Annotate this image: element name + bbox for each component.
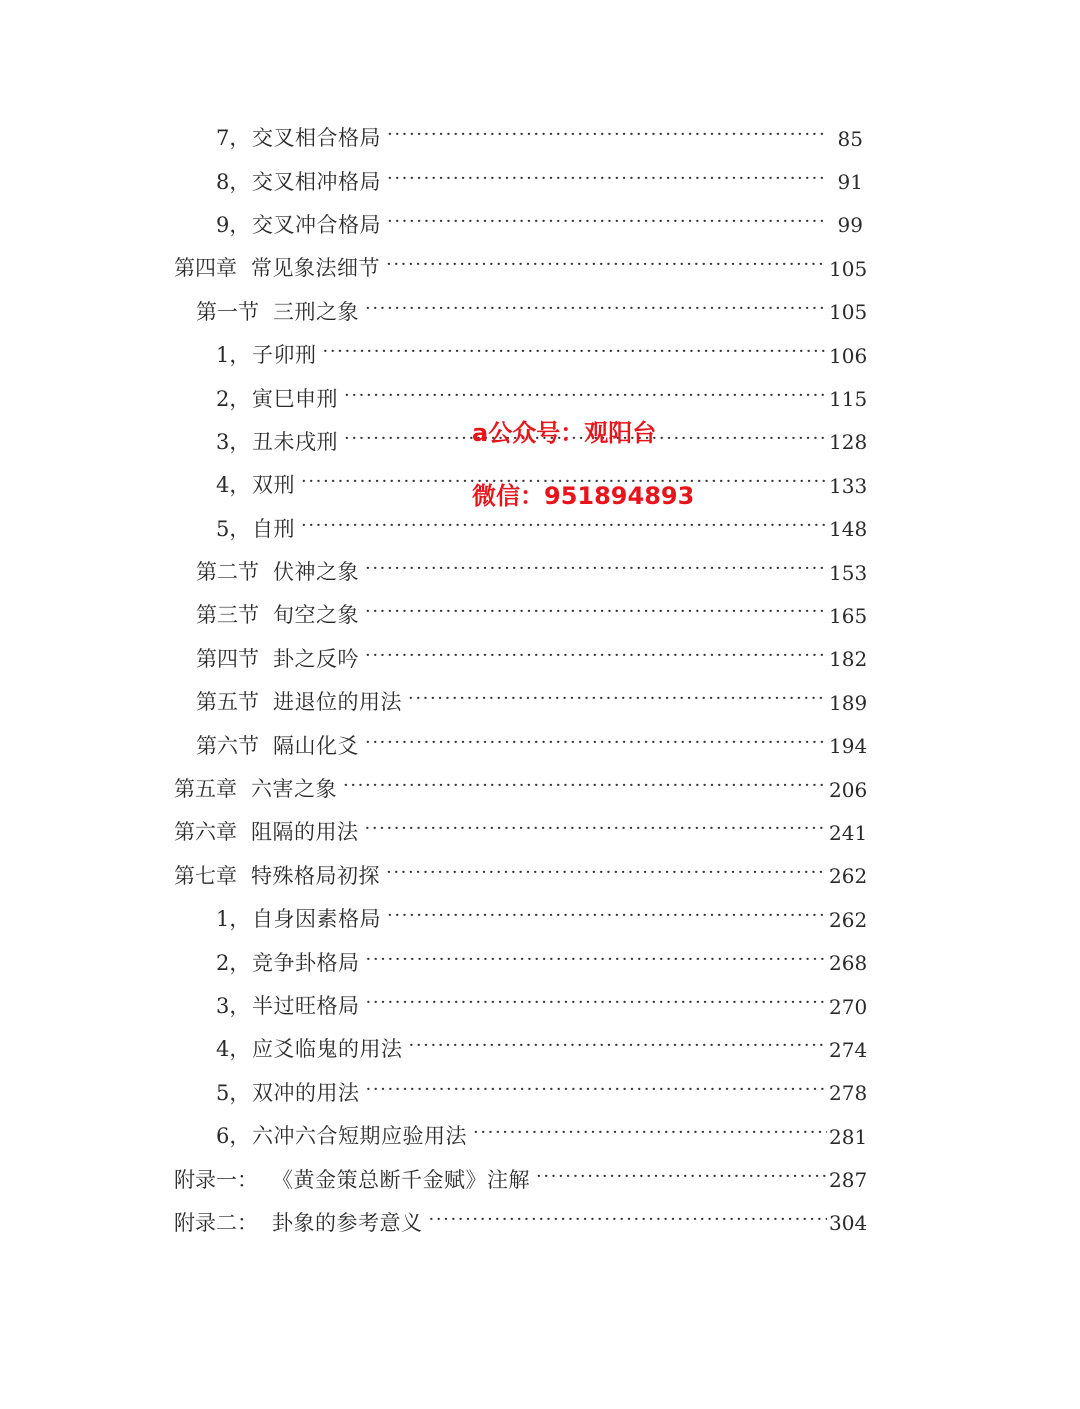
toc-entry [0,985,1080,1028]
toc-entry-number: 2， [216,386,251,411]
toc-entry-page: 268 [829,951,868,976]
toc-entry-title: 特殊格局初探 [251,863,380,888]
toc-entry [0,334,1080,377]
toc-leader-dots [473,1126,827,1147]
toc-entry-number: 第七章 [174,863,237,888]
toc-leader-dots [366,1083,828,1104]
toc-entry-number: 7， [216,126,251,151]
toc-entry [0,941,1080,984]
table-of-contents [0,117,1080,1245]
toc-entry [0,247,1080,290]
toc-entry [0,724,1080,767]
toc-entry [0,638,1080,681]
toc-entry-number: 8， [216,169,251,194]
toc-entry-number: 1， [216,907,251,932]
toc-entry-page: 165 [829,603,868,628]
toc-entry-page: 85 [837,126,863,151]
toc-entry-number: 第四节 [196,646,259,671]
toc-leader-dots [343,779,827,800]
toc-entry-title: 六害之象 [251,777,337,802]
toc-entry-title: 交叉相合格局 [252,126,381,151]
toc-entry-title: 双冲的用法 [252,1080,360,1105]
toc-entry-title: 自刑 [252,516,295,541]
toc-entry-number: 9， [216,212,251,237]
toc-entry-page: 274 [829,1037,868,1062]
toc-entry-page: 189 [829,690,868,715]
toc-entry-title: 旬空之象 [273,603,359,628]
toc-leader-dots [387,172,827,193]
toc-entry-title: 双刑 [252,473,295,498]
toc-leader-dots [366,953,828,974]
toc-entry [0,117,1080,160]
watermark-public-account: a公众号：观阳台 [472,419,657,447]
toc-entry-title: 交叉相冲格局 [252,169,381,194]
toc-entry [0,768,1080,811]
toc-leader-dots [365,302,827,323]
toc-entry-title: 阻隔的用法 [251,820,359,845]
toc-leader-dots [429,1213,828,1234]
toc-entry-title: 三刑之象 [273,299,359,324]
toc-entry-title: 半过旺格局 [252,994,360,1018]
toc-entry-page: 105 [829,256,868,281]
toc-leader-dots [323,345,828,366]
toc-leader-dots [386,258,827,279]
toc-leader-dots [387,128,827,149]
toc-leader-dots [386,866,827,887]
toc-entry [0,1158,1080,1201]
toc-entry-number: 第一节 [196,299,259,324]
toc-leader-dots [366,996,828,1017]
toc-entry [0,1072,1080,1115]
toc-entry-number: 第六章 [174,820,237,845]
toc-leader-dots [365,649,827,670]
toc-entry-number: 3， [216,994,251,1018]
toc-entry-page: 278 [829,1081,868,1106]
toc-leader-dots [365,736,827,757]
toc-leader-dots [387,215,827,236]
toc-entry-number: 附录二： [174,1210,258,1235]
toc-entry-number: 5， [216,516,251,541]
toc-entry-title: 卦之反吟 [273,646,359,671]
toc-entry-number: 2， [216,950,251,975]
toc-entry [0,508,1080,551]
toc-entry-number: 第四章 [174,256,237,281]
toc-entry-title: 自身因素格局 [252,907,381,932]
toc-entry-title: 常见象法细节 [251,256,380,281]
toc-entry [0,811,1080,854]
toc-entry-number: 附录一： [174,1167,258,1192]
toc-entry [0,1202,1080,1245]
toc-entry-number: 1， [216,343,251,368]
toc-entry-title: 伏神之象 [273,560,359,585]
toc-entry-title: 进退位的用法 [273,690,402,715]
toc-entry-page: 153 [829,560,868,585]
toc-entry-title: 应爻临鬼的用法 [252,1037,403,1062]
toc-entry [0,204,1080,247]
toc-entry-title: 卦象的参考意义 [272,1210,423,1235]
toc-entry [0,898,1080,941]
toc-leader-dots [365,562,827,583]
toc-entry-page: 91 [837,170,863,195]
toc-entry [0,291,1080,334]
toc-entry-title: 六冲六合短期应验用法 [252,1124,467,1149]
toc-entry-title: 竞争卦格局 [252,950,360,975]
toc-entry-number: 第六节 [196,733,259,758]
toc-entry-page: 106 [829,343,868,368]
toc-leader-dots [408,692,827,713]
toc-leader-dots [301,519,827,540]
toc-leader-dots [365,605,827,626]
toc-leader-dots [344,389,827,410]
toc-entry-number: 第五节 [196,690,259,715]
toc-entry-page: 182 [829,647,868,672]
toc-entry-page: 206 [829,777,868,802]
toc-entry-title: 《黄金策总断千金赋》注解 [272,1167,530,1192]
toc-entry-number: 6， [216,1124,251,1149]
toc-entry [0,594,1080,637]
toc-entry-page: 99 [837,213,863,238]
watermark-wechat: 微信：951894893 [472,482,695,510]
toc-entry-page: 105 [829,300,868,325]
toc-entry-title: 丑未戌刑 [252,429,338,454]
toc-entry-page: 262 [829,864,868,889]
toc-entry-page: 128 [829,430,868,455]
toc-leader-dots [536,1170,827,1191]
toc-leader-dots [409,1039,828,1060]
toc-entry [0,855,1080,898]
toc-entry-number: 5， [216,1080,251,1105]
toc-entry-title: 子卯刑 [252,343,317,368]
toc-entry [0,681,1080,724]
toc-entry-number: 第二节 [196,560,259,585]
toc-entry-number: 4， [216,473,251,498]
toc-entry-page: 133 [829,473,868,498]
toc-entry [0,1028,1080,1071]
toc-entry-page: 194 [829,734,868,759]
toc-entry-page: 262 [829,907,868,932]
toc-leader-dots [365,822,828,843]
toc-entry [0,1115,1080,1158]
toc-entry-page: 270 [829,994,868,1019]
toc-entry-page: 281 [829,1124,868,1149]
toc-entry-number: 第三节 [196,603,259,628]
toc-entry-title: 交叉冲合格局 [252,212,381,237]
toc-leader-dots [387,909,827,930]
toc-entry-page: 287 [829,1168,868,1193]
toc-entry-title: 隔山化爻 [273,733,359,758]
toc-entry-title: 寅巳申刑 [252,386,338,411]
toc-entry-number: 4， [216,1037,251,1062]
toc-entry-page: 148 [829,517,868,542]
toc-entry-number: 第五章 [174,777,237,802]
toc-entry [0,160,1080,203]
toc-entry [0,551,1080,594]
toc-entry-page: 304 [829,1211,868,1236]
toc-entry-page: 241 [829,820,868,845]
toc-entry-page: 115 [829,387,868,412]
toc-entry-number: 3， [216,429,251,454]
